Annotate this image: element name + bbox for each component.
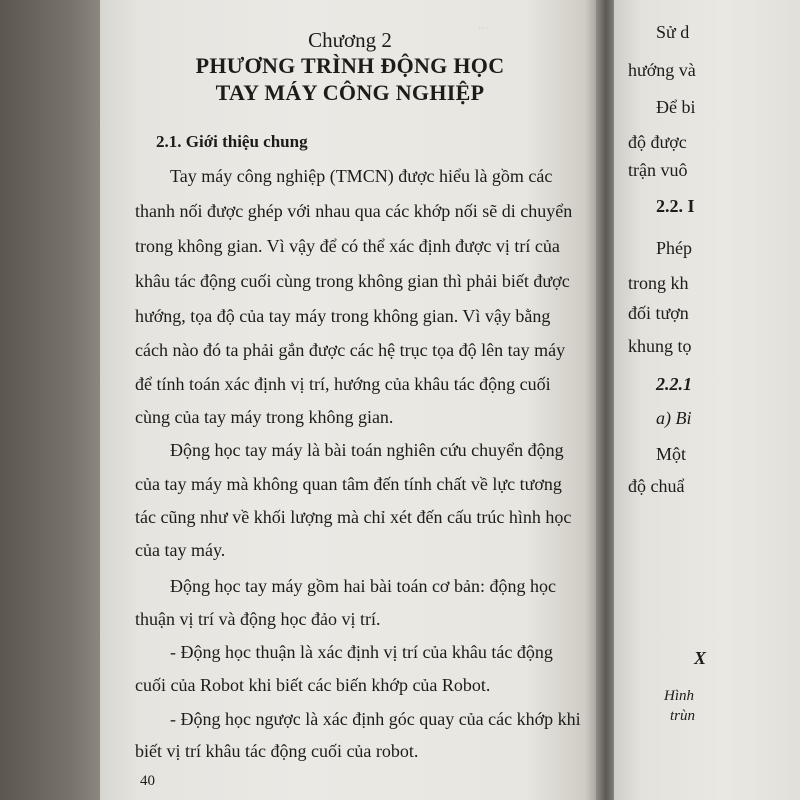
text-line: của tay máy mà không quan tâm đến tính chất về lực tương bbox=[135, 474, 562, 494]
chapter-label: Chương 2 bbox=[308, 28, 392, 52]
text-line: khâu tác động cuối cùng trong không gian thì phải biết được bbox=[135, 271, 570, 291]
text-line: biết vị trí khâu tác động cuối của robot. bbox=[135, 741, 419, 761]
text-line: cùng của tay máy trong không gian. bbox=[135, 407, 394, 427]
page-number: 40 bbox=[140, 773, 155, 789]
left-page bbox=[100, 0, 600, 800]
text-line: - Động học thuận là xác định vị trí của khâu tác động bbox=[170, 642, 553, 662]
figure-caption: Hình bbox=[664, 688, 694, 704]
text-line: Động học tay máy gồm hai bài toán cơ bản: động học bbox=[170, 576, 556, 596]
figure-caption: trùn bbox=[670, 708, 696, 724]
text-line: trong kh bbox=[628, 273, 689, 293]
text-line: của tay máy. bbox=[135, 540, 226, 560]
background-left bbox=[0, 0, 100, 800]
figure-label: X bbox=[694, 648, 707, 668]
show-through-text: ... bbox=[478, 18, 489, 33]
chapter-title-line-1: PHƯƠNG TRÌNH ĐỘNG HỌC bbox=[195, 53, 505, 78]
right-page bbox=[614, 0, 800, 800]
text-line: độ được bbox=[628, 132, 687, 152]
text-line: 2.2. I bbox=[656, 196, 695, 216]
text-line: hướng và bbox=[628, 60, 696, 80]
text-line: cuối của Robot khi biết các biến khớp của Robot. bbox=[135, 675, 491, 695]
text-line: thuận vị trí và động học đảo vị trí. bbox=[135, 609, 381, 629]
text-line: a) Bi bbox=[656, 408, 692, 428]
text-line: trận vuô bbox=[628, 160, 688, 180]
text-line: hướng, tọa độ của tay máy trong không gian. Vì vậy bằng bbox=[135, 306, 551, 326]
text-line: cách nào đó ta phải gắn được các hệ trục tọa độ lên tay máy bbox=[135, 340, 566, 360]
section-heading: 2.1. Giới thiệu chung bbox=[156, 132, 308, 151]
text-line: thanh nối được ghép với nhau qua các khớp nối sẽ di chuyển bbox=[135, 201, 573, 221]
text-line: - Động học ngược là xác định góc quay của các khớp khi bbox=[170, 709, 581, 729]
text-line: Tay máy công nghiệp (TMCN) được hiểu là gồm các bbox=[170, 166, 553, 186]
text-line: Sử d bbox=[656, 22, 690, 42]
text-line: tác cũng như về khối lượng mà chỉ xét đến cấu trúc hình học bbox=[135, 507, 572, 527]
text-line: độ chuẩ bbox=[628, 476, 685, 496]
text-line: để tính toán xác định vị trí, hướng của khâu tác động cuối bbox=[135, 374, 551, 394]
text-line: Một bbox=[656, 444, 687, 464]
text-line: trong không gian. Vì vậy để có thể xác định được vị trí của bbox=[135, 236, 560, 256]
text-line: Phép bbox=[656, 238, 692, 258]
text-line: khung tọ bbox=[628, 336, 692, 356]
text-line: Để bi bbox=[656, 97, 696, 117]
text-line: Động học tay máy là bài toán nghiên cứu chuyển động bbox=[170, 440, 564, 460]
chapter-title-line-2: TAY MÁY CÔNG NGHIỆP bbox=[215, 80, 485, 105]
text-line: 2.2.1 bbox=[656, 374, 692, 394]
text-line: đối tượn bbox=[628, 303, 689, 323]
